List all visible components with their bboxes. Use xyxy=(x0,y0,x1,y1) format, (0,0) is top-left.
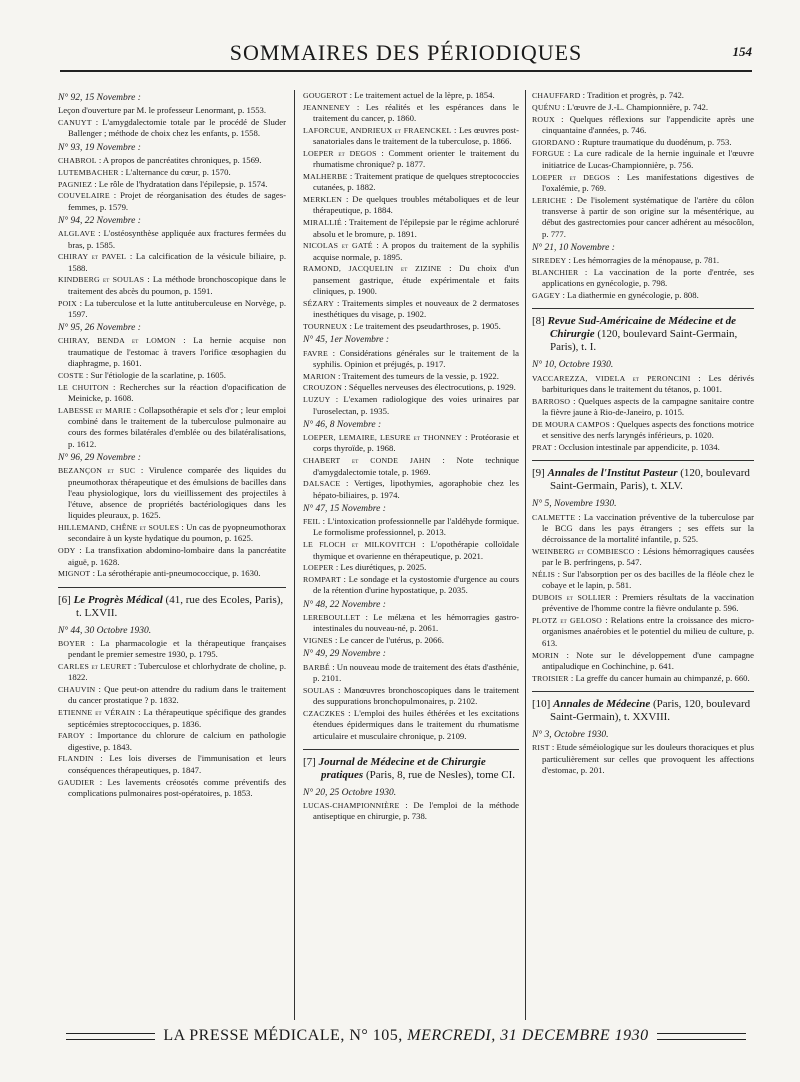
article-author: CHIRAY, BENDA et LOMON xyxy=(58,336,176,346)
article-title: : La thérapeutique spécifique des grandes septicémies streptococciques, p. 1836. xyxy=(68,707,286,729)
column-2 xyxy=(303,90,519,823)
article-entry xyxy=(58,105,286,116)
article-entry xyxy=(58,298,286,321)
journal-details: (Paris, 120, boulevard Saint-Germain), t. XXVIII. xyxy=(550,697,751,723)
article-entry xyxy=(58,251,286,274)
article-author: FORGUE xyxy=(532,149,565,159)
article-entry xyxy=(303,432,519,455)
article-author: LOEPER et DEGOS xyxy=(303,148,377,158)
article-entry xyxy=(303,708,519,742)
article-title: : Le sondage et la cystostomie d'urgence au cours de la rétention d'urine hypostatique, p. 2035. xyxy=(313,574,519,596)
section-divider xyxy=(303,749,519,750)
article-title: : Note sur le développement d'une campagne antipaludique en Cochinchine, p. 641. xyxy=(542,649,754,671)
article-entry xyxy=(303,574,519,597)
article-title: : A propos du traitement de la syphilis acquise normale, p. 1895. xyxy=(313,240,519,262)
article-author: BARROSO xyxy=(532,396,571,406)
article-title: : La hernie acquise non traumatique de l'estomac à travers l'orifice œsophagien du diaphragme, p. 1601. xyxy=(68,335,286,369)
article-title: : Protéorasie et corps thyroïde, p. 1968. xyxy=(313,432,519,454)
article-entry xyxy=(532,615,754,649)
article-entry xyxy=(303,102,519,125)
article-entry xyxy=(303,217,519,240)
article-entry xyxy=(532,650,754,673)
journal-heading xyxy=(58,594,286,620)
footer-date: MERCREDI, 31 DECEMBRE 1930 xyxy=(407,1027,649,1044)
article-title: : La diathermie en gynécologie, p. 808. xyxy=(560,290,699,301)
article-author: CHAUFFARD xyxy=(532,91,581,100)
article-title: : De quelques troubles métaboliques et de leur thérapeutique, p. 1884. xyxy=(313,194,519,216)
article-title: : Les diurétiques, p. 2025. xyxy=(333,562,427,573)
issue-heading: N° 96, 29 Novembre : xyxy=(58,452,141,463)
issue-heading: N° 5, Novembre 1930. xyxy=(532,499,617,510)
article-author: PRAT xyxy=(532,442,552,452)
article-author: FAVRE xyxy=(303,348,328,358)
article-entry xyxy=(532,137,754,148)
article-entry xyxy=(58,753,286,776)
article-entry xyxy=(532,396,754,419)
article-title: : Recherches sur la réaction d'opacification de Meinicke, p. 1608. xyxy=(68,381,286,403)
article-title: : Quelques aspects de la campagne sanitaire contre la fièvre jaune à Rio-de-Janeiro, p. 1015. xyxy=(542,395,754,418)
article-author: GAUDIER xyxy=(58,777,95,787)
article-entry xyxy=(303,394,519,417)
article-author: JEANNENEY xyxy=(303,102,351,112)
article-author: CANUYT xyxy=(58,118,92,128)
column-rule xyxy=(294,90,295,1020)
footer-journal: LA PRESSE MÉDICALE, N° 105, xyxy=(163,1027,403,1044)
article-title: : Relations entre la croissance des micro-organismes anaérobies et le potentiel du milieu de culture, p. 613. xyxy=(542,615,754,648)
article-title: : La tuberculose et la lutte antituberculeuse en Norvège, p. 1597. xyxy=(68,297,286,319)
article-entry xyxy=(532,512,754,546)
article-title: : Le traitement actuel de la lèpre, p. 1854. xyxy=(347,90,495,100)
article-title: : Quelques réflexions sur l'appendicite après une cinquantaine d'années, p. 746. xyxy=(542,113,754,135)
article-title: : Premiers résultats de la vaccination préventive de l'homme contre la fièvre ondulante p. 596. xyxy=(542,592,754,614)
article-author: HILLEMAND, CHÊNE et SOULES xyxy=(58,523,180,533)
article-title: : Un cas de pyopneumothorax secondaire à un kyste hydatique du poumon, p. 1625. xyxy=(68,522,286,544)
journal-number: [6] xyxy=(58,593,74,606)
article-entry xyxy=(532,90,754,101)
article-author: MIRALLIÉ xyxy=(303,218,342,228)
article-entry xyxy=(532,255,754,266)
article-entry xyxy=(303,125,519,148)
article-author: GIORDANO xyxy=(532,137,576,147)
article-title: : Sur l'étiologie de la scarlatine, p. 1605. xyxy=(83,369,226,380)
issue-heading: N° 92, 15 Novembre : xyxy=(58,93,141,103)
issue-heading: N° 3, Octobre 1930. xyxy=(532,729,609,740)
journal-details: (120, boulevard Saint-Germain, Paris), t. I. xyxy=(550,328,738,354)
article-author: CHIRAY et PAVEL xyxy=(58,252,127,262)
article-author: GOUGEROT xyxy=(303,91,348,100)
footer-rule xyxy=(657,1033,746,1040)
article-title: : Le rôle de l'hydratation dans l'épilepsie, p. 1574. xyxy=(92,178,268,189)
article-entry xyxy=(303,539,519,562)
article-entry xyxy=(58,370,286,381)
issue-heading: N° 95, 26 Novembre : xyxy=(58,323,141,334)
article-entry xyxy=(303,562,519,573)
article-author: ROMPART xyxy=(303,575,341,585)
article-author: LUCAS-CHAMPIONNIÈRE xyxy=(303,801,400,811)
article-entry xyxy=(58,522,286,545)
footer-text xyxy=(163,1027,648,1045)
article-author: BARBÉ xyxy=(303,662,330,672)
article-entry xyxy=(58,228,286,251)
article-entry xyxy=(58,545,286,568)
article-title: : Tradition et progrès, p. 742. xyxy=(580,90,684,100)
footer-rule xyxy=(66,1033,155,1040)
article-author: DUBOIS et SOLLIER xyxy=(532,593,611,603)
article-author: LE FLOCH et MILKOVITCH xyxy=(303,540,416,550)
article-title: : Virulence comparée des liquides du pneumothorax thérapeutique et des émulsions de bacilles dans l'eau physiologique, lors du vieillissement des projectiles à l'étuve, absence de propriétés bactériologiques dans les liquides pleuraux, p. 1625. xyxy=(68,465,286,521)
article-author: RIST xyxy=(532,743,550,753)
article-author: LAFORCUE, ANDRIEUX et FRAENCKEL xyxy=(303,125,452,135)
article-entry xyxy=(532,114,754,137)
article-title: : Les lois diverses de l'immunisation et leurs conséquences thérapeutiques, p. 1847. xyxy=(68,753,286,775)
article-entry xyxy=(58,155,286,166)
article-entry xyxy=(58,179,286,190)
article-author: DALSACE xyxy=(303,479,341,489)
page-number: 154 xyxy=(732,44,752,59)
article-entry xyxy=(58,707,286,730)
issue-heading: N° 94, 22 Novembre : xyxy=(58,215,141,226)
page-footer xyxy=(58,1024,754,1048)
article-author: CZACZKES xyxy=(303,708,345,718)
article-author: LUTEMBACHER xyxy=(58,167,119,177)
article-title: : De l'emploi de la méthode antiseptique en chirurgie, p. 738. xyxy=(313,800,519,822)
article-entry xyxy=(58,117,286,140)
article-entry xyxy=(303,321,519,332)
article-title: : La pharmacologie et la thérapeutique françaises pendant le premier semestre 1930, p. 1795. xyxy=(68,637,286,660)
section-divider xyxy=(532,308,754,309)
issue-heading: N° 49, 29 Novembre : xyxy=(303,649,386,660)
article-author: BOYER xyxy=(58,638,86,648)
journal-details: (120, boulevard Saint-Germain, Paris), t. XLV. xyxy=(550,467,750,493)
article-author: CALMETTE xyxy=(532,512,576,522)
article-title: : Traitement des tumeurs de la vessie, p. 1922. xyxy=(335,370,499,381)
article-title: : Sur l'absorption per os des bacilles de la fléole chez le cobaye et le lapin, p. 581. xyxy=(542,569,754,591)
issue-heading: N° 20, 25 Octobre 1930. xyxy=(303,787,397,798)
article-author: VIGNES xyxy=(303,636,333,646)
article-entry xyxy=(532,290,754,301)
article-entry xyxy=(303,635,519,646)
article-title: : L'opothérapie colloïdale thymique et ovarienne en thérapeutique, p. 2021. xyxy=(313,539,519,561)
article-title: : L'amygdalectomie totale par le procédé de Sluder Ballenger ; méthode de choix chez les enfants, p. 1558. xyxy=(68,117,286,139)
article-entry xyxy=(58,465,286,521)
article-title: : La greffe du cancer humain au chimpanzé, p. 660. xyxy=(568,672,750,683)
article-entry xyxy=(532,195,754,240)
journal-number: [8] xyxy=(532,315,548,328)
article-entry xyxy=(58,335,286,369)
column-rule xyxy=(525,90,526,1020)
article-title: : Séquelles nerveuses des électrocutions, p. 1929. xyxy=(342,382,516,393)
article-entry xyxy=(58,730,286,753)
article-entry xyxy=(303,148,519,171)
article-title: Leçon d'ouverture par M. le professeur Lenormant, p. 1553. xyxy=(58,105,267,116)
article-title: : Comment orienter le traitement du rhumatisme chronique? p. 1877. xyxy=(313,147,520,170)
article-author: WEINBERG et COMBIESCO xyxy=(532,546,635,556)
journal-details: (41, rue des Ecoles, Paris), t. LXVII. xyxy=(76,593,284,619)
article-entry xyxy=(303,171,519,194)
article-title: : L'intoxication professionnelle par l'aldéhyde formique. Le formolisme professionnel, p. 2013. xyxy=(313,516,519,538)
article-title: : L'emploi des huiles éthérées et les excitations étendues épidermiques dans le traitement du rhumatisme articulaire et musculaire chronique, p. 2109. xyxy=(313,707,519,741)
article-entry xyxy=(58,274,286,297)
issue-heading: N° 48, 22 Novembre : xyxy=(303,599,386,610)
article-author: CARLES et LEURET xyxy=(58,662,132,672)
article-title: : Un nouveau mode de traitement des états d'asthénie, p. 2101. xyxy=(313,661,519,684)
article-author: COSTE xyxy=(58,370,84,380)
article-title: : Traitement pratique de quelques streptococcies cutanées, p. 1882. xyxy=(313,171,519,193)
article-entry xyxy=(58,684,286,707)
article-entry xyxy=(58,661,286,684)
article-title: : Lésions hémorragiques causées par le B. perfringens, p. 547. xyxy=(542,545,754,568)
journal-number: [7] xyxy=(303,755,319,768)
article-entry xyxy=(532,419,754,442)
article-author: MALHERBE xyxy=(303,172,348,182)
journal-number: [9] xyxy=(532,467,548,480)
article-author: NICOLAS et GATÉ xyxy=(303,241,373,251)
article-entry xyxy=(532,267,754,290)
journal-details: (Paris, 8, rue de Nesles), tome CI. xyxy=(363,768,516,781)
article-author: ALGLAVE xyxy=(58,229,96,239)
article-author: FEIL xyxy=(303,517,321,527)
journal-name: Le Progrès Médical xyxy=(73,593,163,606)
page-header xyxy=(60,40,752,72)
article-title: : L'ostéosynthèse appliquée aux fractures fermées du bras, p. 1585. xyxy=(68,228,286,250)
issue-heading: N° 21, 10 Novembre : xyxy=(532,242,615,253)
article-entry xyxy=(532,673,754,684)
article-entry xyxy=(532,102,754,113)
article-entry xyxy=(303,298,519,321)
article-entry xyxy=(303,516,519,539)
article-title: : Importance du chlorure de calcium en pathologie digestive, p. 1843. xyxy=(68,730,286,752)
article-author: LUZUY xyxy=(303,395,331,405)
issue-heading: N° 93, 19 Novembre : xyxy=(58,142,141,153)
article-entry xyxy=(303,685,519,708)
article-title: : L'examen radiologique des voies urinaires par l'uroselectan, p. 1935. xyxy=(313,394,519,416)
article-title: : Du choix d'un pansement gastrique, étude expérimentale et faits cliniques, p. 1900. xyxy=(313,263,519,297)
article-author: CROUZON xyxy=(303,383,343,393)
article-author: VACCAREZZA, VIDELA et PERONCINI xyxy=(532,373,691,383)
section-divider xyxy=(58,587,286,588)
article-title: : Les hémorragies de la ménopause, p. 781. xyxy=(566,255,720,266)
article-author: FLANDIN xyxy=(58,754,94,764)
article-author: DE MOURA CAMPOS xyxy=(532,419,611,429)
article-title: : Tuberculose et chlorhydrate de choline, p. 1822. xyxy=(68,661,287,683)
issue-heading: N° 46, 8 Novembre : xyxy=(303,419,382,430)
article-author: LOEPER, LEMAIRE, LESURE et THONNEY xyxy=(303,433,463,443)
article-title: : Les réalités et les espérances dans le traitement du cancer, p. 1860. xyxy=(313,101,519,124)
column-1 xyxy=(58,90,286,800)
article-entry xyxy=(532,742,754,776)
article-author: POIX xyxy=(58,298,77,308)
article-title: : A propos de pancréatites chroniques, p. 1569. xyxy=(96,154,262,165)
article-author: NÉLIS xyxy=(532,570,556,579)
issue-heading: N° 45, 1er Novembre : xyxy=(303,335,390,346)
journal-heading xyxy=(532,467,754,493)
article-title: : La cure radicale de la hernie inguinale et l'œuvre initiatrice de Lucas-Championnière, p. 756. xyxy=(542,148,754,170)
article-title: : Que peut-on attendre du radium dans le traitement du cancer prostatique ? p. 1832. xyxy=(68,684,286,706)
article-title: : Rupture traumatique du duodénum, p. 753. xyxy=(575,136,732,147)
article-entry xyxy=(58,382,286,405)
article-title: : L'œuvre de J.-L. Championnière, p. 742. xyxy=(560,101,709,112)
journal-heading xyxy=(532,315,754,354)
article-entry xyxy=(303,194,519,217)
article-title: : L'alternance du cœur, p. 1570. xyxy=(118,166,231,177)
article-title: : Le cancer de l'utérus, p. 2066. xyxy=(332,635,444,646)
page-title: SOMMAIRES DES PÉRIODIQUES xyxy=(229,40,583,65)
article-title: : Collapsothérapie et sels d'or ; leur emploi combiné dans le traitement de la tuberculose pulmonaire au cours des formes bilatérales d'emblée ou des bilatéralisations, p. 1612. xyxy=(68,404,287,449)
article-entry xyxy=(532,442,754,453)
issue-heading: N° 47, 15 Novembre : xyxy=(303,503,386,514)
article-title: : Vertiges, lipothymies, agoraphobie chez les hépato-biliaires, p. 1974. xyxy=(313,478,519,500)
article-author: COUVELAIRE xyxy=(58,191,110,201)
article-entry xyxy=(303,662,519,685)
article-author: MORIN xyxy=(532,650,559,660)
article-author: LEREBOULLET xyxy=(303,613,361,623)
article-entry xyxy=(58,777,286,800)
article-title: : Manœuvres bronchoscopiques dans le traitement des suppurations bronchopulmonaires, p. 2102. xyxy=(313,684,519,707)
article-entry xyxy=(303,263,519,297)
journal-heading xyxy=(532,698,754,724)
article-author: GAGEY xyxy=(532,291,561,301)
journal-number: [10] xyxy=(532,697,554,710)
article-entry xyxy=(532,569,754,592)
article-title: : Le traitement des pseudarthroses, p. 1905. xyxy=(347,320,501,331)
journal-name: Journal de Médecine et de Chirurgie pratiques xyxy=(318,755,486,781)
article-author: CHAUVIN xyxy=(58,685,96,695)
article-author: ETIENNE et VÉRAIN xyxy=(58,708,136,718)
article-author: LABESSE et MARIE xyxy=(58,405,132,415)
article-entry xyxy=(303,90,519,101)
article-author: SIREDEY xyxy=(532,256,567,266)
article-entry xyxy=(532,373,754,396)
article-entry xyxy=(58,568,286,579)
article-author: BEZANÇON et SUC xyxy=(58,466,136,476)
article-author: QUÉNU xyxy=(532,102,561,112)
article-title: : Les dérivés barbituriques dans le traitement du tétanos, p. 1001. xyxy=(542,372,754,394)
article-author: CHABROL xyxy=(58,155,97,165)
article-author: SOULAS xyxy=(303,685,335,695)
article-entry xyxy=(532,592,754,615)
article-author: ODY xyxy=(58,546,76,556)
journal-heading xyxy=(303,756,519,782)
article-title: : La vaccination de la porte d'entrée, ses applications en gynécologie, p. 798. xyxy=(542,266,754,289)
article-author: CHABERT et CONDE JAHN xyxy=(303,456,431,466)
article-entry xyxy=(303,612,519,635)
article-title: : Quelques aspects des fonctions motrice et sensitive des nerfs laryngés inférieurs, p. 1020. xyxy=(542,418,754,441)
article-title: : La sérothérapie anti-pneumococcique, p. 1630. xyxy=(90,568,261,579)
article-author: LERICHE xyxy=(532,195,567,205)
article-entry xyxy=(58,405,286,450)
article-author: ROUX xyxy=(532,114,555,124)
article-author: RAMOND, JACQUELIN et ZIZINE xyxy=(303,264,442,274)
article-author: LE CHUITON xyxy=(58,382,109,392)
article-title: : De l'isolement systématique de l'artère du côlon transverse à partir de son origine sur la mésentérique, au début des gastrectomies pour cancer adhérent au mésocôlon, p. 777. xyxy=(542,194,754,239)
article-title: : Occlusion intestinale par appendicite, p. 1034. xyxy=(551,441,720,452)
article-entry xyxy=(532,546,754,569)
journal-name: Annales de Médecine xyxy=(553,697,651,710)
journal-name: Revue Sud-Américaine de Médecine et de Chirurgie xyxy=(547,315,737,341)
article-entry xyxy=(303,478,519,501)
journal-name: Annales de l'Institut Pasteur xyxy=(547,467,678,480)
article-author: LOEPER xyxy=(303,563,334,573)
issue-heading: N° 10, Octobre 1930. xyxy=(532,360,614,371)
article-title: : La méthode bronchoscopique dans le traitement des abcès du poumon, p. 1591. xyxy=(68,274,286,296)
article-entry xyxy=(303,800,519,823)
article-title: : Traitement de l'épilepsie par le régime achloruré absolu et le bromure, p. 1891. xyxy=(313,217,519,239)
article-entry xyxy=(58,638,286,661)
column-3 xyxy=(532,90,754,777)
section-divider xyxy=(532,691,754,692)
article-author: LOEPER et DEGOS xyxy=(532,172,611,182)
article-title: : La transfixation abdomino-lombaire dans la pancréatite aiguë, p. 1628. xyxy=(68,545,286,567)
article-title: : Projet de réorganisation des études de sages-femmes, p. 1579. xyxy=(68,190,286,212)
article-author: FAROY xyxy=(58,731,85,741)
article-title: : Considérations générales sur le traitement de la syphilis. Opinion et préjugés, p. 1917. xyxy=(313,347,519,369)
article-title: : Le mélæna et les hémorragies gastro-intestinales du nouveau-né, p. 2061. xyxy=(313,612,519,634)
article-entry xyxy=(58,190,286,213)
article-author: MERKLEN xyxy=(303,195,343,205)
article-author: KINDBERG et SOULAS xyxy=(58,275,145,285)
article-author: TOURNEUX xyxy=(303,321,348,331)
section-divider xyxy=(532,460,754,461)
article-title: : Traitements simples et nouveaux de 2 dermatoses inesthétiques du visage, p. 1902. xyxy=(313,297,519,320)
article-title: : La vaccination préventive de la tuberculose par le BCG dans les pays étrangers ; ses effets sur la décroissance de la mortalité infantile, p. 525. xyxy=(542,511,754,545)
article-title: : La calcification de la vésicule biliaire, p. 1588. xyxy=(68,251,286,273)
article-entry xyxy=(303,455,519,478)
article-entry xyxy=(532,172,754,195)
article-entry xyxy=(58,167,286,178)
article-title: : Les lavements créosotés comme préventifs des complications pulmonaires post-opératoires, p. 1853. xyxy=(68,776,286,798)
article-author: MIGNOT xyxy=(58,569,91,579)
article-entry xyxy=(532,148,754,171)
article-entry xyxy=(303,348,519,371)
article-author: BLANCHIER xyxy=(532,267,579,277)
article-title: : Etude séméiologique sur les douleurs thoraciques et plus particulièrement sur celles que provoquent les affections d'estomac, p. 201. xyxy=(542,742,754,775)
article-entry xyxy=(303,240,519,263)
article-entry xyxy=(303,371,519,382)
article-entry xyxy=(303,382,519,393)
article-author: TROISIER xyxy=(532,673,569,683)
article-author: SÉZARY xyxy=(303,298,335,308)
article-title: : Les manifestations digestives de l'oxalémie, p. 769. xyxy=(542,171,754,193)
article-author: PLOTZ et GELOSO xyxy=(532,616,603,626)
article-title: : Note technique d'amygdalectomie totale, p. 1969. xyxy=(313,455,519,477)
article-author: MARION xyxy=(303,371,336,381)
article-title: : Les œuvres post-sanatoriales dans le traitement de la tuberculose, p. 1866. xyxy=(313,124,519,147)
issue-heading: N° 44, 30 Octobre 1930. xyxy=(58,625,152,636)
article-author: PAGNIEZ xyxy=(58,179,93,189)
